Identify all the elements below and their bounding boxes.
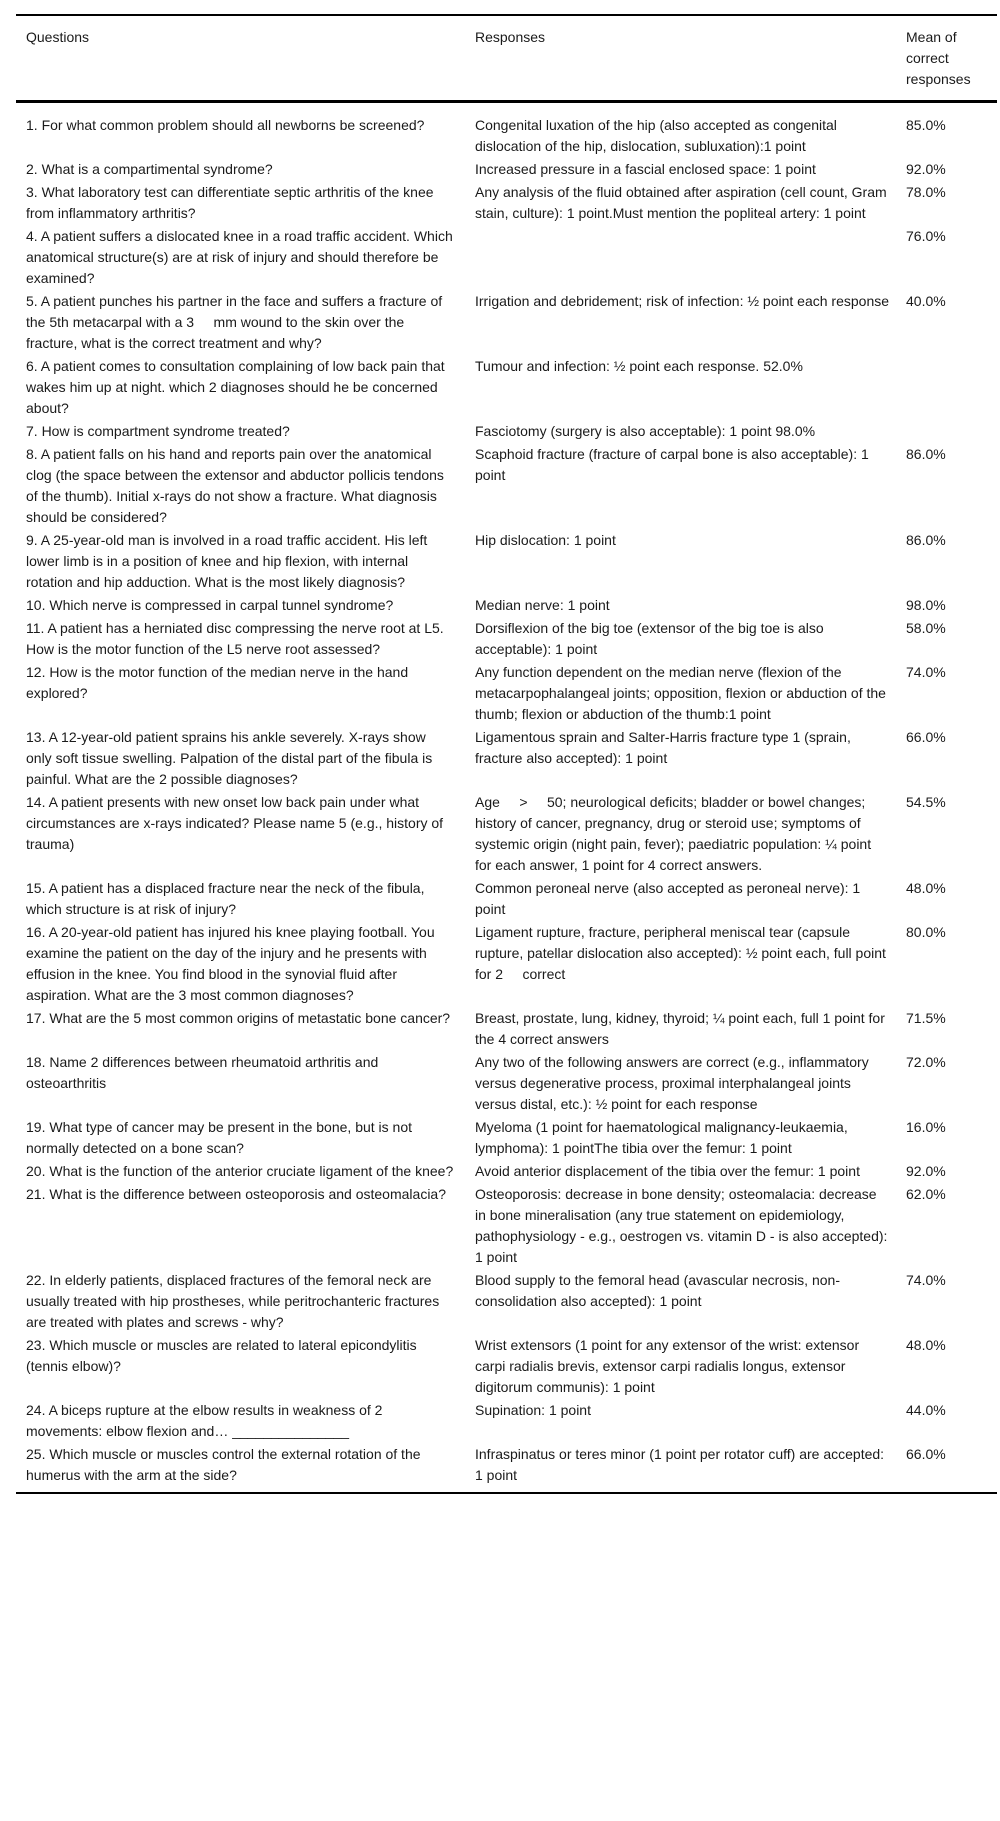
response-cell: Any analysis of the fluid obtained after aspiration (cell count, Gram stain, culture): 1 point.Must mention the popliteal artery: 1 point [475, 184, 891, 221]
mean-cell: 86.0% [906, 532, 946, 548]
mean-cell: 66.0% [906, 729, 946, 745]
response-cell: Breast, prostate, lung, kidney, thyroid; ¼ point each, full 1 point for the 4 correct answers [475, 1010, 889, 1047]
table-row [16, 225, 997, 290]
question-cell: 13. A 12-year-old patient sprains his ankle severely. X-rays show only soft tissue swelling. Palpation of the distal part of the fibula is painful. What are the 2 possible diagnoses? [26, 729, 437, 787]
mean-cell: 66.0% [906, 1446, 946, 1462]
response-cell: Scaphoid fracture (fracture of carpal bone is also acceptable): 1 point [475, 446, 873, 483]
response-cell: Any two of the following answers are correct (e.g., inflammatory versus degenerative process, proximal interphalangeal joints versus distal, etc.): ½ point for each response [475, 1054, 873, 1112]
question-cell: 15. A patient has a displaced fracture near the neck of the fibula, which structure is at risk of injury? [26, 880, 429, 917]
mean-cell: 78.0% [906, 184, 946, 200]
question-cell: 19. What type of cancer may be present in the bone, but is not normally detected on a bone scan? [26, 1119, 416, 1156]
mean-cell: 98.0% [906, 597, 946, 613]
table-row [16, 594, 997, 617]
question-cell: 21. What is the difference between osteoporosis and osteomalacia? [26, 1186, 446, 1202]
response-cell: Wrist extensors (1 point for any extensor of the wrist: extensor carpi radialis brevis, extensor carpi radialis longus, extensor digitorum communis): 1 point [475, 1337, 864, 1395]
question-cell: 6. A patient comes to consultation complaining of low back pain that wakes him up at night. which 2 diagnoses should he be concerned about? [26, 358, 449, 416]
question-cell: 18. Name 2 differences between rheumatoid arthritis and osteoarthritis [26, 1054, 383, 1091]
table-row [16, 443, 997, 529]
table-row [16, 355, 997, 420]
response-cell: Age > 50; neurological deficits; bladder or bowel changes; history of cancer, pregnancy, drug or steroid use; symptoms of systemic origin (night pain, fever); paediatric population: ¼ point for each answer, 1 point for 4 correct answers. [475, 794, 875, 873]
response-cell: Blood supply to the femoral head (avascular necrosis, non-consolidation also accepted): 1 point [475, 1272, 840, 1309]
questions-table [16, 14, 997, 1494]
mean-cell: 92.0% [906, 161, 946, 177]
mean-cell: 92.0% [906, 1163, 946, 1179]
response-cell: Common peroneal nerve (also accepted as peroneal nerve): 1 point [475, 880, 865, 917]
mean-cell: 80.0% [906, 924, 946, 940]
response-cell: Hip dislocation: 1 point [475, 532, 616, 548]
question-cell: 20. What is the function of the anterior cruciate ligament of the knee? [26, 1163, 454, 1179]
table-row [16, 661, 997, 726]
mean-cell: 72.0% [906, 1054, 946, 1070]
response-cell: Any function dependent on the median nerve (flexion of the metacarpophalangeal joints; opposition, flexion or abduction of the thumb; flexion or abduction of the thumb:1 point [475, 664, 890, 722]
question-cell: 16. A 20-year-old patient has injured his knee playing football. You examine the patient on the day of the injury and he presents with effusion in the knee. You find blood in the synovial fluid after aspiration. What are the 3 most common diagnoses? [26, 924, 439, 1003]
table-row [16, 1007, 997, 1051]
question-cell: 11. A patient has a herniated disc compressing the nerve root at L5. How is the motor function of the L5 nerve root assessed? [26, 620, 448, 657]
response-cell: Myeloma (1 point for haematological malignancy-leukaemia, lymphoma): 1 pointThe tibia over the femur: 1 point [475, 1119, 852, 1156]
response-cell: Ligament rupture, fracture, peripheral meniscal tear (capsule rupture, patellar dislocation also accepted): ½ point each, full point for 2 correct [475, 924, 890, 982]
mean-cell: 48.0% [906, 880, 946, 896]
mean-cell: 44.0% [906, 1402, 946, 1418]
table-row [16, 1399, 997, 1443]
response-cell: Congenital luxation of the hip (also accepted as congenital dislocation of the hip, dislocation, subluxation):1 point [475, 117, 841, 154]
mean-cell: 85.0% [906, 117, 946, 133]
response-cell: Irrigation and debridement; risk of infection: ½ point each response [475, 293, 890, 309]
mean-cell: 71.5% [906, 1010, 946, 1026]
question-cell: 4. A patient suffers a dislocated knee in a road traffic accident. Which anatomical structure(s) are at risk of injury and should therefore be examined? [26, 228, 457, 286]
table-row [16, 290, 997, 355]
table-row [16, 791, 997, 877]
table-row [16, 181, 997, 225]
table-row [16, 617, 997, 661]
mean-cell: 74.0% [906, 664, 946, 680]
mean-cell: 62.0% [906, 1186, 946, 1202]
header-row [16, 15, 997, 102]
response-cell: Supination: 1 point [475, 1402, 591, 1418]
question-cell: 8. A patient falls on his hand and reports pain over the anatomical clog (the space between the extensor and abductor pollicis tendons of the thumb). Initial x-rays do not show a fracture. What diagnosis should be considered? [26, 446, 448, 525]
table-row [16, 877, 997, 921]
table-body [16, 102, 997, 1494]
mean-cell: 16.0% [906, 1119, 946, 1135]
response-cell: Dorsiflexion of the big toe (extensor of the big toe is also acceptable): 1 point [475, 620, 828, 657]
question-cell: 22. In elderly patients, displaced fractures of the femoral neck are usually treated with hip prostheses, while peritrochanteric fractures are treated with plates and screws - why? [26, 1272, 444, 1330]
response-cell [463, 225, 898, 290]
response-cell: Median nerve: 1 point [475, 597, 610, 613]
table-row [16, 102, 997, 159]
question-cell: 7. How is compartment syndrome treated? [26, 423, 290, 439]
question-cell: 25. Which muscle or muscles control the external rotation of the humerus with the arm at the side? [26, 1446, 425, 1483]
question-cell: 5. A patient punches his partner in the face and suffers a fracture of the 5th metacarpal with a 3 mm wound to the skin over the fracture, what is the correct treatment and why? [26, 293, 447, 351]
question-cell: 14. A patient presents with new onset low back pain under what circumstances are x-rays indicated? Please name 5 (e.g., history of trauma) [26, 794, 447, 852]
mean-cell: 54.5% [906, 794, 946, 810]
mean-cell: 74.0% [906, 1272, 946, 1288]
response-cell: Tumour and infection: ½ point each response. 52.0% [475, 358, 803, 374]
table-row [16, 1116, 997, 1160]
question-cell: 1. For what common problem should all newborns be screened? [26, 117, 425, 133]
question-cell: 24. A biceps rupture at the elbow results in weakness of 2 movements: elbow flexion and… _______________ [26, 1402, 387, 1439]
table-row [16, 1051, 997, 1116]
mean-cell: 58.0% [906, 620, 946, 636]
question-cell: 9. A 25-year-old man is involved in a road traffic accident. His left lower limb is in a position of knee and hip flexion, with internal rotation and hip adduction. What is the most likely diagnosis? [26, 532, 432, 590]
table-row [16, 1183, 997, 1269]
mean-cell: 48.0% [906, 1337, 946, 1353]
mean-cell: 40.0% [906, 293, 946, 309]
header-responses: Responses [475, 29, 546, 45]
response-cell: Ligamentous sprain and Salter-Harris fracture type 1 (sprain, fracture also accepted): 1 point [475, 729, 855, 766]
response-cell: Avoid anterior displacement of the tibia over the femur: 1 point [475, 1163, 860, 1179]
response-cell: Osteoporosis: decrease in bone density; osteomalacia: decrease in bone mineralisation (any true statement on epidemiology, pathophysiology - e.g., oestrogen vs. vitamin D - is also accepted): 1 point [475, 1186, 892, 1265]
question-cell: 12. How is the motor function of the median nerve in the hand explored? [26, 664, 413, 701]
table-row [16, 1160, 997, 1183]
question-cell: 3. What laboratory test can differentiate septic arthritis of the knee from inflammatory arthritis? [26, 184, 438, 221]
response-cell: Increased pressure in a fascial enclosed space: 1 point [475, 161, 816, 177]
table-row [16, 921, 997, 1007]
table-row [16, 420, 997, 443]
table-row [16, 1443, 997, 1493]
table-row [16, 1269, 997, 1334]
header-mean: Mean of correct responses [906, 29, 971, 87]
mean-cell: 86.0% [906, 446, 946, 462]
mean-cell: 76.0% [906, 228, 946, 244]
question-cell: 23. Which muscle or muscles are related to lateral epicondylitis (tennis elbow)? [26, 1337, 421, 1374]
response-cell: Infraspinatus or teres minor (1 point per rotator cuff) are accepted: 1 point [475, 1446, 888, 1483]
mean-cell [898, 355, 997, 420]
table-row [16, 158, 997, 181]
header-questions: Questions [26, 29, 90, 45]
table-row [16, 726, 997, 791]
table-row [16, 529, 997, 594]
mean-cell [898, 420, 997, 443]
question-cell: 17. What are the 5 most common origins of metastatic bone cancer? [26, 1010, 451, 1026]
question-cell: 2. What is a compartimental syndrome? [26, 161, 273, 177]
response-cell: Fasciotomy (surgery is also acceptable): 1 point 98.0% [475, 423, 816, 439]
table-row [16, 1334, 997, 1399]
question-cell: 10. Which nerve is compressed in carpal tunnel syndrome? [26, 597, 394, 613]
